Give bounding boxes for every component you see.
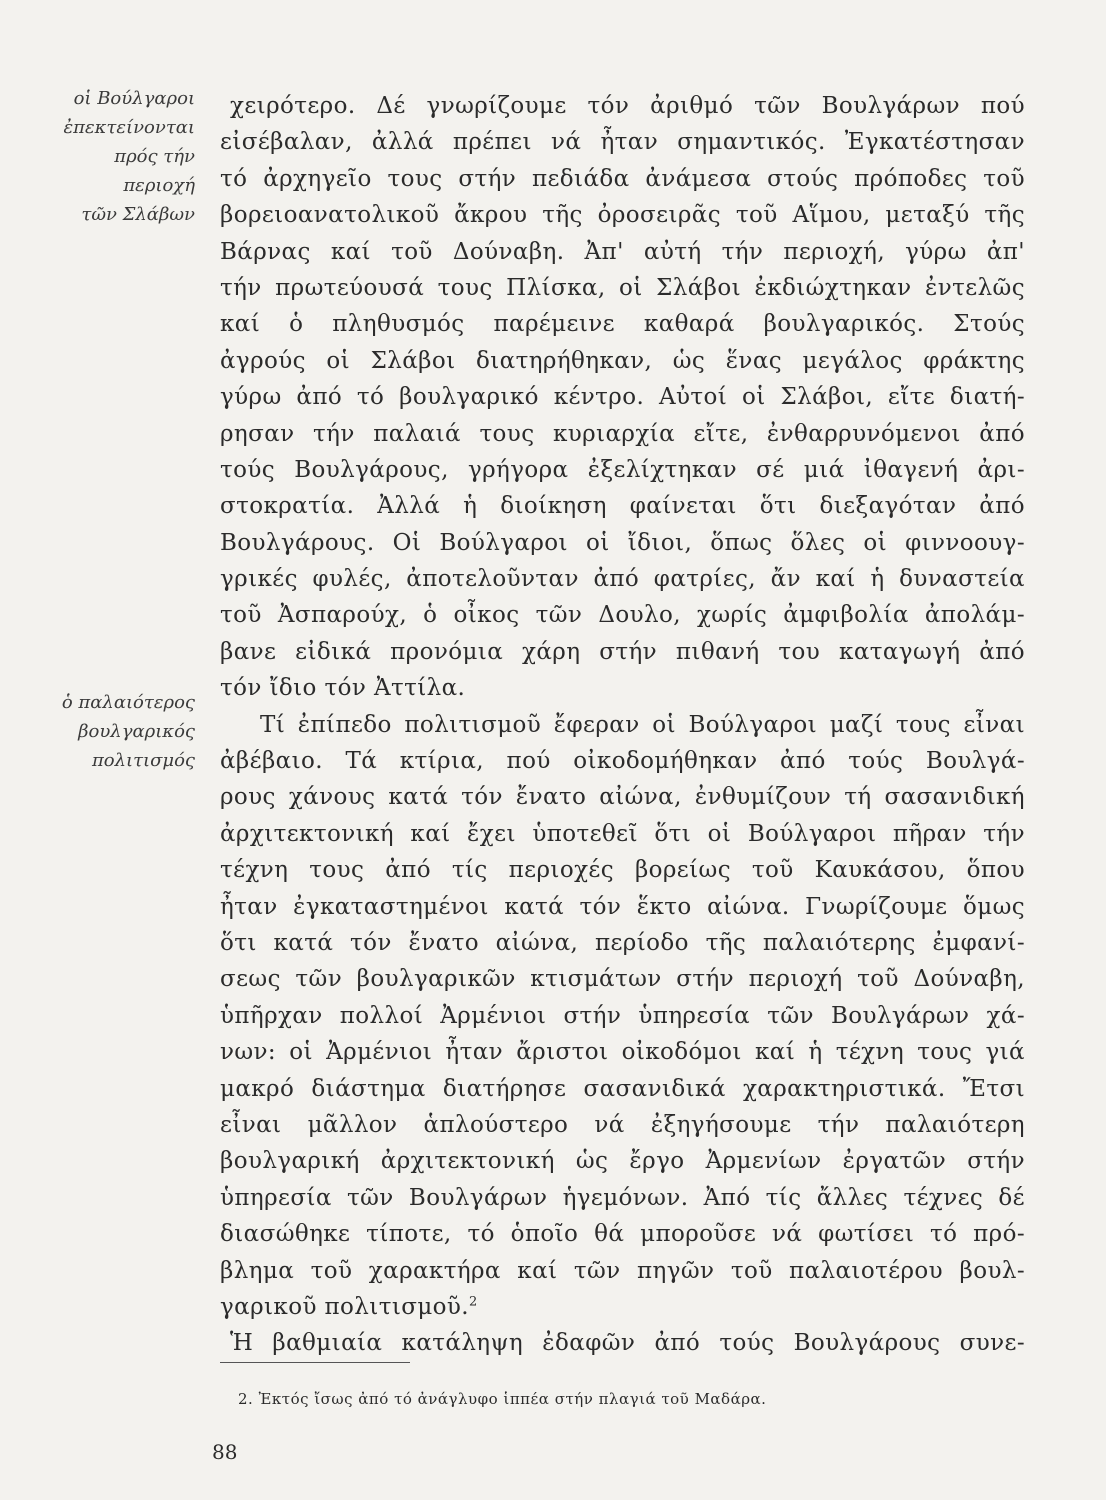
- text-line: βουλγαρική ἀρχιτεκτονική ὡς ἔργο Ἀρμενίων ἐργατῶν στήν: [220, 1148, 1025, 1175]
- margin-note-line: περιοχή: [123, 175, 195, 196]
- margin-note-slavs: [30, 84, 195, 229]
- margin-note-line: τῶν Σλάβων: [81, 204, 195, 225]
- text-line: στοκρατία. Ἀλλά ἡ διοίκηση φαίνεται ὅτι διεξαγόταν ἀπό: [220, 493, 1025, 520]
- footnote-number: 2.: [238, 1390, 254, 1408]
- text-line: τέχνη τους ἀπό τίς περιοχές βορείως τοῦ Καυκάσου, ὅπου: [220, 857, 1025, 884]
- text-line: βορειοανατολικοῦ ἄκρου τῆς ὀροσειρᾶς τοῦ Αἵμου, μεταξύ τῆς: [220, 202, 1025, 229]
- text-line: τόν ἴδιο τόν Ἀττίλα.: [220, 675, 466, 702]
- text-line: βανε εἰδικά προνόμια χάρη στήν πιθανή του καταγωγή ἀπό: [220, 638, 1025, 665]
- text-line: Βουλγάρους. Οἱ Βούλγαροι οἱ ἴδιοι, ὅπως ὅλες οἱ φιννοουγ-: [220, 529, 1025, 556]
- text-line: τήν πρωτεύουσά τους Πλίσκα, οἱ Σλάβοι ἐκδιώχτηκαν ἐντελῶς: [220, 274, 1025, 301]
- text-line: σεως τῶν βουλγαρικῶν κτισμάτων στήν περιοχή τοῦ Δούναβη,: [220, 966, 1025, 993]
- margin-note-line: βουλγαρικός: [78, 721, 195, 742]
- paragraph-bulgarian-settlement: [220, 88, 1025, 707]
- text-line: γρικές φυλές, ἀποτελοῦνταν ἀπό φατρίες, ἄν καί ἡ δυναστεία: [220, 566, 1025, 593]
- margin-note-line: πολιτισμός: [91, 750, 195, 771]
- text-line-with-footnote: [220, 1289, 1025, 1325]
- text-line: νων: οἱ Ἀρμένιοι ἦταν ἄριστοι οἰκοδόμοι καί ἡ τέχνη τους γιά: [220, 1039, 1025, 1066]
- margin-note-line: πρός τήν: [114, 146, 195, 167]
- paragraph-bulgarian-culture: [220, 707, 1025, 1326]
- paragraph-territory: [220, 1325, 1025, 1361]
- text-line: διασώθηκε τίποτε, τό ὁποῖο θά μποροῦσε νά φωτίσει τό πρό-: [220, 1221, 1025, 1248]
- text-line: μακρό διάστημα διατήρησε σασανιδικά χαρακτηριστικά. Ἔτσι: [220, 1075, 1025, 1102]
- text-line: τό ἀρχηγεῖο τους στήν πεδιάδα ἀνάμεσα στούς πρόποδες τοῦ: [220, 165, 1025, 192]
- margin-note-culture: [30, 688, 195, 775]
- page-number: 88: [212, 1440, 238, 1464]
- text-line: ρησαν τήν παλαιά τους κυριαρχία εἴτε, ἐνθαρρυνόμενοι ἀπό: [220, 420, 1025, 447]
- text-line: βλημα τοῦ χαρακτήρα καί τῶν πηγῶν τοῦ παλαιοτέρου βουλ-: [220, 1257, 1025, 1284]
- footnote: [238, 1388, 958, 1410]
- text-line: ἀγρούς οἱ Σλάβοι διατηρήθηκαν, ὡς ἕνας μεγάλος φράκτης: [220, 347, 1025, 374]
- text-line: εἶναι μᾶλλον ἁπλούστερο νά ἐξηγήσουμε τήν παλαιότερη: [220, 1111, 1025, 1138]
- text-line: ἦταν ἐγκαταστημένοι κατά τόν ἕκτο αἰώνα. Γνωρίζουμε ὅμως: [220, 893, 1025, 920]
- text-line: γύρω ἀπό τό βουλγαρικό κέντρο. Αὐτοί οἱ Σλάβοι, εἴτε διατή-: [220, 384, 1025, 411]
- text-line: χειρότερο. Δέ γνωρίζουμε τόν ἀριθμό τῶν Βουλγάρων πού: [230, 93, 1025, 119]
- text-line: ἀβέβαιο. Τά κτίρια, πού οἰκοδομήθηκαν ἀπό τούς Βουλγά-: [220, 748, 1025, 775]
- text-line: εἰσέβαλαν, ἀλλά πρέπει νά ἦταν σημαντικός. Ἐγκατέστησαν: [220, 129, 1025, 156]
- text-line: γαρικοῦ πολιτισμοῦ.: [220, 1293, 470, 1320]
- text-line: ρους χάνους κατά τόν ἔνατο αἰώνα, ἐνθυμίζουν τή σασανιδική: [220, 784, 1025, 811]
- text-line: καί ὁ πληθυσμός παρέμεινε καθαρά βουλγαρικός. Στούς: [220, 311, 1025, 338]
- text-line: ἀρχιτεκτονική καί ἔχει ὑποτεθεῖ ὅτι οἱ Βούλγαροι πῆραν τήν: [220, 820, 1025, 847]
- footnote-reference[interactable]: 2: [469, 1294, 478, 1310]
- text-line: τούς Βουλγάρους, γρήγορα ἐξελίχτηκαν σέ μιά ἰθαγενή ἀρι-: [220, 456, 1025, 483]
- text-line: Ἡ βαθμιαία κατάληψη ἐδαφῶν ἀπό τούς Βουλγάρους συνε-: [230, 1330, 1025, 1357]
- margin-note-line: ἐπεκτείνονται: [63, 117, 195, 138]
- footnote-text: Ἐκτός ἴσως ἀπό τό ἀνάγλυφο ἱππέα στήν πλαγιά τοῦ Μαδάρα.: [258, 1390, 767, 1408]
- text-line: ὑπῆρχαν πολλοί Ἀρμένιοι στήν ὑπηρεσία τῶν Βουλγάρων χά-: [220, 1002, 1025, 1029]
- body-text: [220, 88, 1025, 1362]
- text-line: Τί ἐπίπεδο πολιτισμοῦ ἔφεραν οἱ Βούλγαροι μαζί τους εἶναι: [260, 711, 1025, 738]
- text-line: Βάρνας καί τοῦ Δούναβη. Ἀπ' αὐτή τήν περιοχή, γύρω ἀπ': [220, 238, 1025, 265]
- margin-note-line: ὁ παλαιότερος: [61, 692, 195, 713]
- text-line: τοῦ Ἀσπαρούχ, ὁ οἶκος τῶν Δουλο, χωρίς ἀμφιβολία ἀπολάμ-: [220, 602, 1025, 629]
- text-line: ὅτι κατά τόν ἔνατο αἰώνα, περίοδο τῆς παλαιότερης ἐμφανί-: [220, 929, 1025, 956]
- footnote-divider: [220, 1362, 410, 1363]
- margin-note-line: οἱ Βούλγαροι: [73, 88, 195, 109]
- text-line: ὑπηρεσία τῶν Βουλγάρων ἡγεμόνων. Ἀπό τίς ἄλλες τέχνες δέ: [220, 1184, 1025, 1211]
